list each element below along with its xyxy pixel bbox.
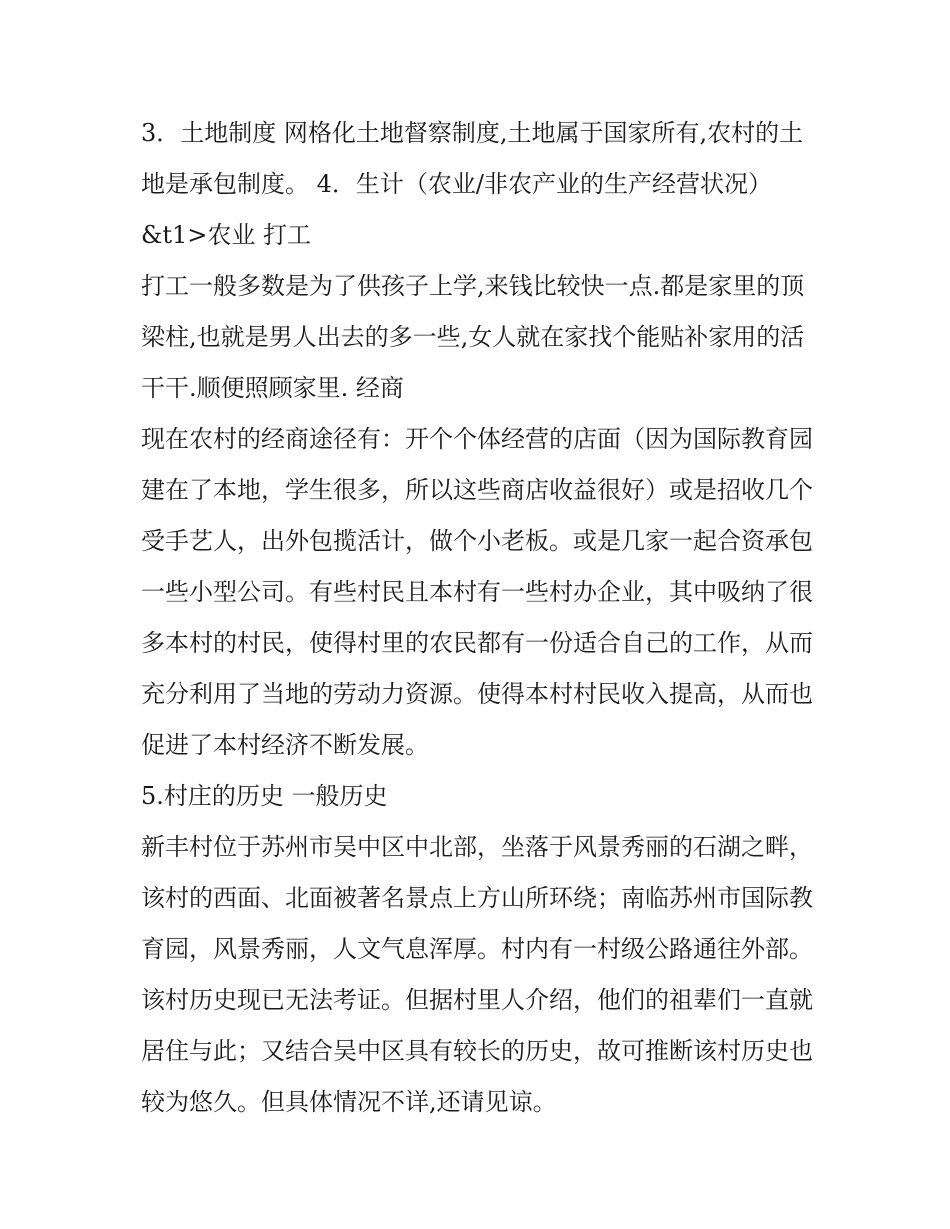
paragraph-land-and-livelihood: 3．土地制度 网格化土地督察制度,土地属于国家所有,农村的土地是承包制度。 4．生计（农业/非农产业的生产经营状况） &t1>农业 打工 xyxy=(141,119,804,249)
paragraph-village-history: 新丰村位于苏州市吴中区中北部，坐落于风景秀丽的石湖之畔，该村的西面、北面被著名景点上方山所环绕；南临苏州市国际教育园，风景秀丽，人文气息浑厚。村内有一村级公路通往外部。该村历史现已无法考证。但据村里人介绍，他们的祖辈们一直就居住与此；又结合吴中区具有较长的历史，故可推断该村历史也较为悠久。但具体情况不详,还请见谅。 xyxy=(141,833,813,1116)
section-heading-village-history: 5.村庄的历史 一般历史 xyxy=(141,782,388,810)
paragraph-business: 现在农村的经商途径有：开个个体经营的店面（因为国际教育园建在了本地，学生很多，所以这些商店收益很好）或是招收几个受手艺人，出外包揽活计，做个小老板。或是几家一起合资承包一些小型公司。有些村民且本村有一些村办企业，其中吸纳了很多本村的村民，使得村里的农民都有一份适合自己的工作，从而充分利用了当地的劳动力资源。使得本村村民收入提高，从而也促进了本村经济不断发展。 xyxy=(141,425,813,759)
paragraph-migrant-work: 打工一般多数是为了供孩子上学,来钱比较快一点.都是家里的顶梁柱,也就是男人出去的多一些,女人就在家找个能贴补家用的活干干.顺便照顾家里. 经商 xyxy=(141,272,805,402)
document-body xyxy=(141,108,821,1128)
